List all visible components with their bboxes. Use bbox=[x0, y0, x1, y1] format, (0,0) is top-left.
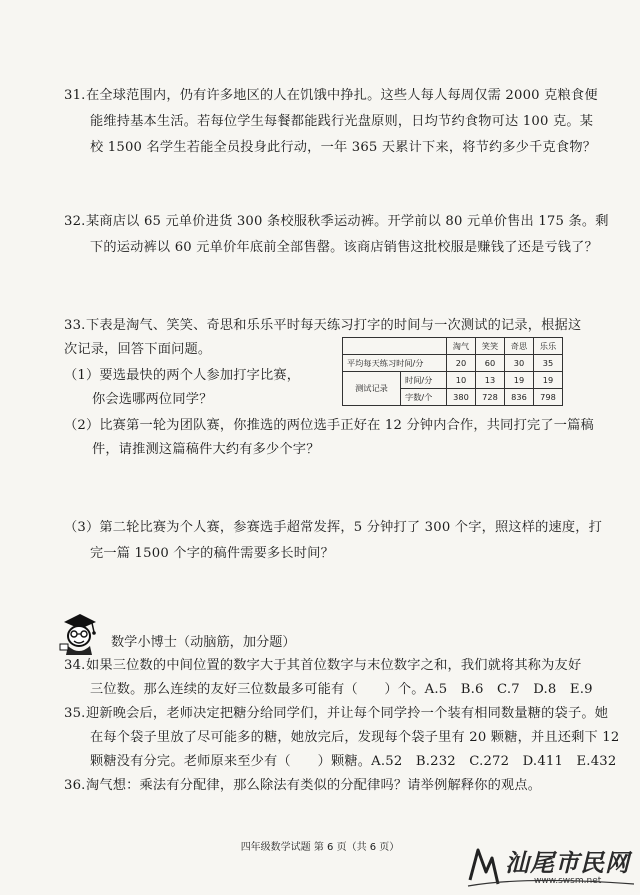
table-cell: 380 bbox=[447, 389, 476, 406]
q34-line-1 bbox=[64, 656, 581, 676]
table-name-cell: 奇思 bbox=[505, 338, 534, 355]
q32-line-1 bbox=[64, 212, 609, 232]
typing-record-table bbox=[342, 337, 563, 406]
q31-line-2: 能维持基本生活。若每位学生每餐都能践行光盘原则，日均节约食物可达 100 克。某 bbox=[90, 114, 594, 129]
practice-label-cell: 平均每天练习时间/分 bbox=[343, 355, 447, 372]
table-cell: 13 bbox=[476, 372, 505, 389]
table-cell: 19 bbox=[534, 372, 563, 389]
section-title: 数学小博士（动脑筋，加分题） bbox=[111, 635, 296, 650]
q35-line-1 bbox=[64, 704, 608, 724]
table-cell: 798 bbox=[534, 389, 563, 406]
table-cell: 35 bbox=[534, 355, 563, 372]
time-label-cell: 时间/分 bbox=[401, 372, 447, 389]
watermark-text: 汕尾市民网 bbox=[505, 848, 630, 877]
q34-line-2: 三位数。那么连续的友好三位数最多可能有（ ）个。A.5 B.6 C.7 D.8 E.9 bbox=[90, 682, 593, 697]
q32-number: 32. bbox=[64, 214, 86, 229]
math-doctor-mascot-icon bbox=[58, 610, 100, 656]
table-name-cell: 乐乐 bbox=[534, 338, 563, 355]
table-name-cell: 笑笑 bbox=[476, 338, 505, 355]
table-cell: 30 bbox=[505, 355, 534, 372]
q34-number: 34. bbox=[64, 658, 86, 673]
q33-sub1-line-2: 你会选哪两位同学？ bbox=[92, 392, 213, 407]
q33-number: 33. bbox=[64, 318, 86, 333]
q31-text-1: 在全球范围内，仍有许多地区的人在饥饿中挣扎。这些人每人每周仅需 2000 克粮食便 bbox=[86, 88, 598, 103]
q36-line-1 bbox=[64, 776, 541, 796]
q33-sub1-line-1: （1）要选最快的两个人参加打字比赛， bbox=[64, 368, 301, 383]
q31-line-1 bbox=[64, 86, 598, 106]
table-cell: 60 bbox=[476, 355, 505, 372]
q35-line-2: 在每个袋子里放了尽可能多的糖，她放完后，发现每个袋子里有 20 颗糖，并且还剩下 12 bbox=[90, 730, 620, 745]
watermark-url: www.swsm.net bbox=[534, 876, 602, 886]
table-row bbox=[343, 355, 563, 372]
q32-line-2: 下的运动裤以 60 元单价年底前全部售罄。该商店销售这批校服是赚钱了还是亏钱了？ bbox=[90, 240, 598, 255]
table-cell: 19 bbox=[505, 372, 534, 389]
q34-text-1: 如果三位数的中间位置的数字大于其首位数字与末位数字之和，我们就将其称为友好 bbox=[86, 658, 582, 673]
table-cell: 20 bbox=[447, 355, 476, 372]
q33-sub2-line-1: （2）比赛第一轮为团队赛，你推选的两位选手正好在 12 分钟内合作，共同打完了一篇稿 bbox=[64, 418, 594, 433]
q35-text-1: 迎新晚会后，老师决定把糖分给同学们，并让每个同学拎一个装有相同数量糖的袋子。她 bbox=[86, 706, 609, 721]
q31-line-3: 校 1500 名学生若能全员投身此行动，一年 365 天累计下来，将节约多少千克食物？ bbox=[90, 140, 597, 155]
q32-text-1: 某商店以 65 元单价进货 300 条校服秋季运动裤。开学前以 80 元单价售出 175 条。剩 bbox=[86, 214, 609, 229]
test-record-label-cell: 测试记录 bbox=[343, 372, 401, 406]
q33-sub2-line-2: 件，请推测这篇稿件大约有多少个字？ bbox=[92, 442, 320, 457]
table-header-row bbox=[343, 338, 563, 355]
chars-label-cell: 字数/个 bbox=[401, 389, 447, 406]
q33-line-1 bbox=[64, 316, 581, 336]
table-corner-cell bbox=[343, 338, 447, 355]
q33-sub3-line-1: （3）第二轮比赛为个人赛，参赛选手超常发挥，5 分钟打了 300 个字，照这样的速度，打 bbox=[64, 520, 603, 535]
table-cell: 10 bbox=[447, 372, 476, 389]
q36-number: 36. bbox=[64, 778, 86, 793]
q35-number: 35. bbox=[64, 706, 86, 721]
page-footer: 四年级数学试题 第 6 页（共 6 页） bbox=[240, 842, 400, 853]
q33-line-2: 次记录，回答下面问题。 bbox=[64, 342, 212, 357]
q36-text-1: 淘气想：乘法有分配律，那么除法有类似的分配律吗？请举例解释你的观点。 bbox=[86, 778, 542, 793]
q35-line-3: 颗糖没有分完。老师原来至少有（ ）颗糖。A.52 B.232 C.272 D.411 E.432 bbox=[90, 754, 617, 769]
table-cell: 836 bbox=[505, 389, 534, 406]
table-row bbox=[343, 372, 563, 389]
table-cell: 728 bbox=[476, 389, 505, 406]
q31-number: 31. bbox=[64, 88, 86, 103]
table-name-cell: 淘气 bbox=[447, 338, 476, 355]
q33-sub3-line-2: 完一篇 1500 个字的稿件需要多长时间？ bbox=[90, 546, 334, 561]
q33-intro-1: 下表是淘气、笑笑、奇思和乐乐平时每天练习打字的时间与一次测试的记录，根据这 bbox=[86, 318, 582, 333]
